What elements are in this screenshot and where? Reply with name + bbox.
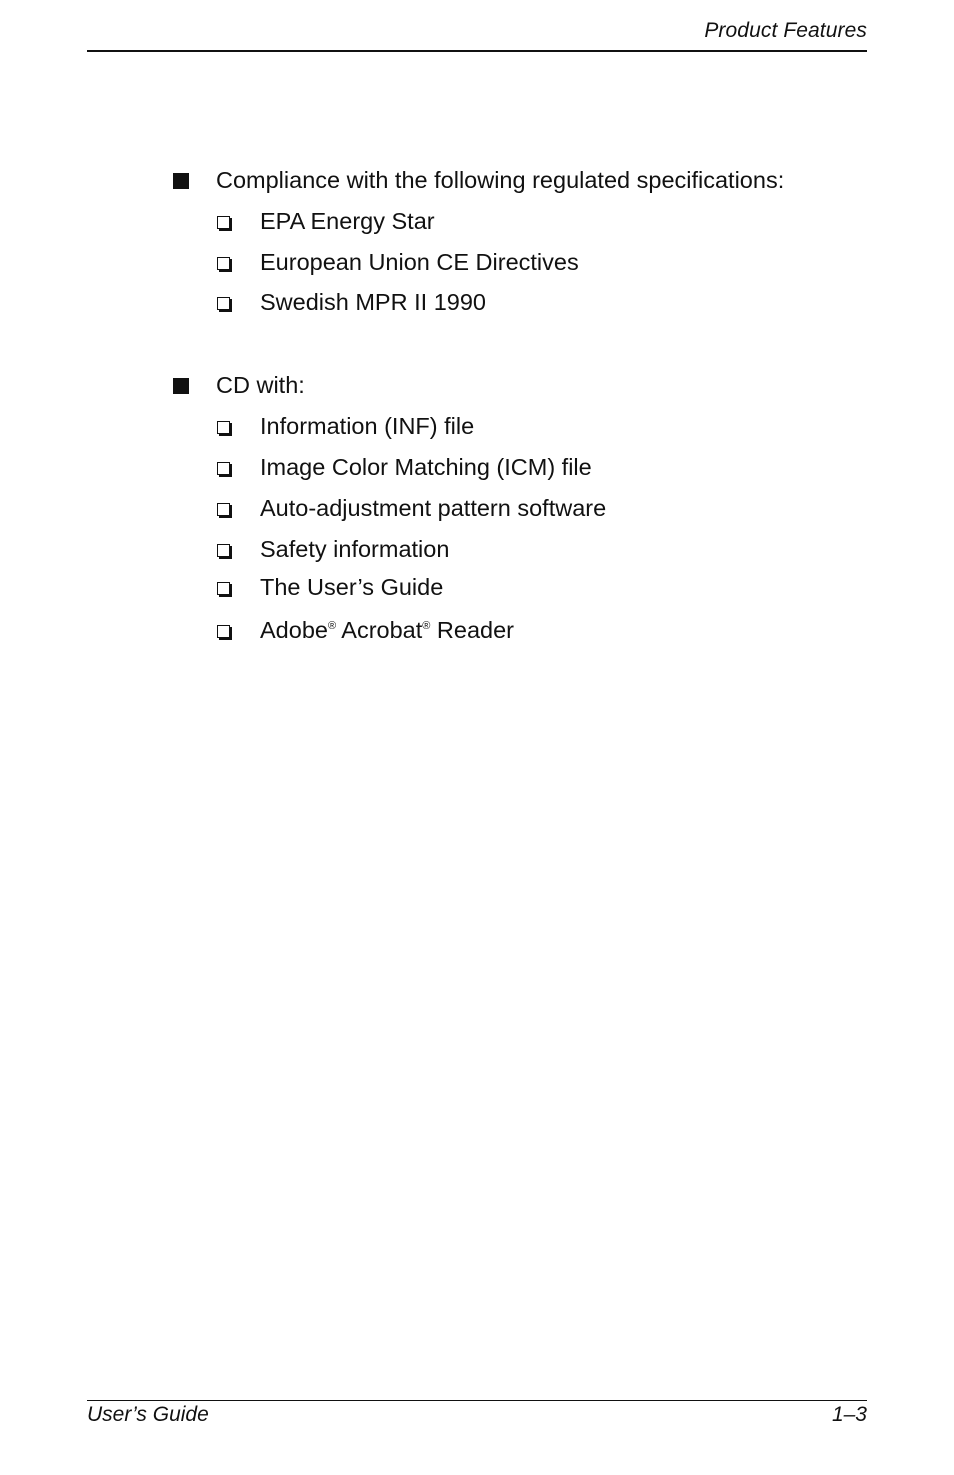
header-rule — [87, 50, 867, 52]
checkbox-bullet-icon — [217, 625, 230, 638]
sub-item-users-guide: The User’s Guide — [260, 574, 444, 600]
checkbox-bullet-icon — [217, 544, 230, 557]
acrobat-text: Acrobat — [336, 617, 423, 643]
checkbox-bullet-icon — [217, 421, 230, 434]
sub-item-acrobat — [260, 619, 514, 643]
list-item-cd: CD with: — [216, 372, 305, 398]
checkbox-bullet-icon — [217, 297, 230, 310]
checkbox-bullet-icon — [217, 462, 230, 475]
checkbox-bullet-icon — [217, 216, 230, 229]
checkbox-bullet-icon — [217, 503, 230, 516]
registered-mark: ® — [327, 620, 337, 632]
sub-item-auto-adjust: Auto-adjustment pattern software — [260, 495, 607, 521]
sub-item-epa: EPA Energy Star — [260, 208, 435, 234]
sub-item-icm: Image Color Matching (ICM) file — [260, 454, 592, 480]
reader-text: Reader — [430, 617, 515, 643]
sub-item-ce: European Union CE Directives — [260, 249, 579, 275]
adobe-text: Adobe — [260, 617, 328, 643]
running-footer-title: User’s Guide — [87, 1403, 209, 1426]
checkbox-bullet-icon — [217, 257, 230, 270]
sub-item-mpr: Swedish MPR II 1990 — [260, 289, 486, 315]
square-bullet-icon — [173, 173, 189, 189]
registered-mark: ® — [422, 620, 431, 632]
square-bullet-icon — [173, 378, 189, 394]
running-header: Product Features — [704, 19, 867, 42]
sub-item-inf: Information (INF) file — [260, 413, 475, 439]
footer-rule — [87, 1400, 867, 1401]
sub-item-safety: Safety information — [260, 536, 450, 562]
list-item-compliance: Compliance with the following regulated specifications: — [216, 167, 785, 193]
page-number: 1–3 — [831, 1403, 867, 1426]
checkbox-bullet-icon — [217, 582, 230, 595]
